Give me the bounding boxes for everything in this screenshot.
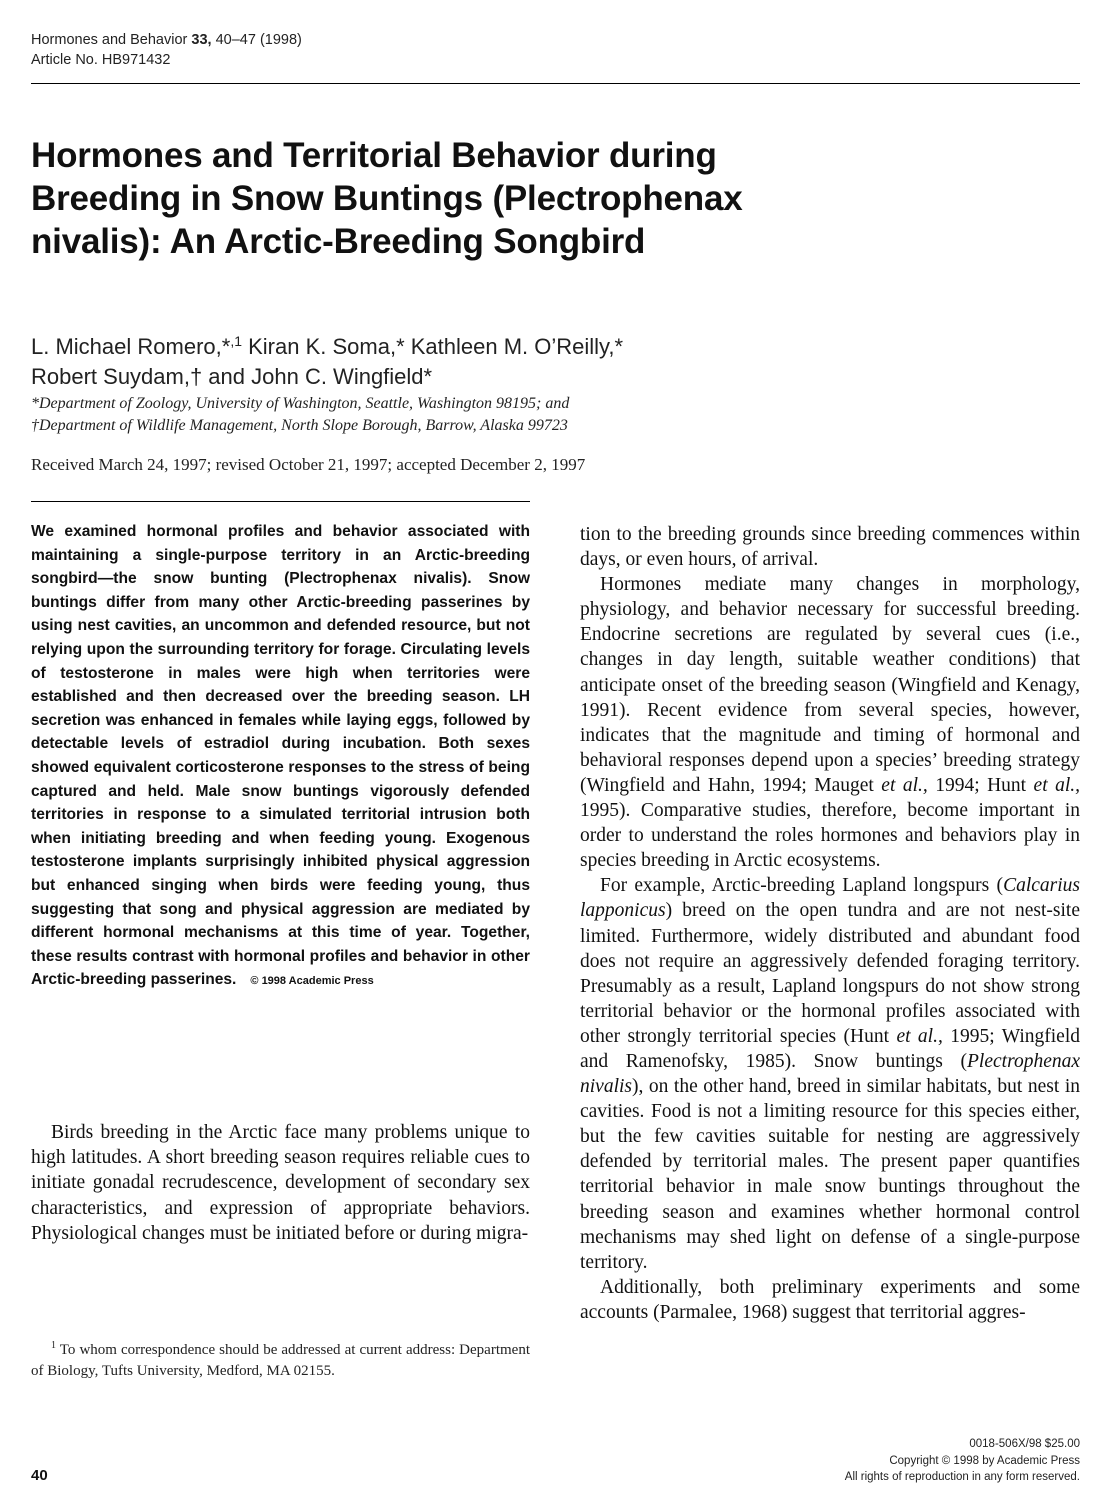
abstract-copyright: © 1998 Academic Press <box>250 975 374 988</box>
body-paragraph: Additionally, both preliminary experiments and some accounts (Parmalee, 1968) suggest that territorial aggres- <box>580 1276 1080 1323</box>
footer-rights: All rights of reproduction in any form reserved. <box>844 1471 1080 1483</box>
journal-citation: Hormones and Behavior 33, 40–47 (1998) <box>31 32 302 48</box>
abstract <box>31 520 530 994</box>
article-number: Article No. HB971432 <box>31 52 171 68</box>
affiliations <box>31 393 569 437</box>
abstract-text: We examined hormonal profiles and behavior associated with maintaining a single-purpose territory in an Arctic-breeding songbird—the snow bunting (Plectrophenax nivalis). Snow buntings differ from many other Arctic-breeding passerines by using nest cavities, an uncommon and defended resource, but not relying upon the surrounding territory for forage. Circulating levels of testosterone in males were high when territories were established and then decreased over the breeding season. LH secretion was enhanced in females while laying eggs, followed by detectable levels of estradiol during incubation. Both sexes showed equivalent corticosterone responses to the stress of being captured and held. Male snow buntings vigorously defended territories in response to a simulated territorial intrusion both when initiating breeding and when feeding young. Exogenous testosterone implants surprisingly inhibited physical aggression but enhanced singing when birds were feeding young, thus suggesting that song and physical aggression are mediated by different hormonal mechanisms at this time of year. Together, these results contrast with hormonal profiles and behavior in other Arctic-breeding passerines. <box>31 523 530 989</box>
article-title <box>31 134 851 263</box>
title-line: nivalis): An Arctic-Breeding Songbird <box>31 222 646 261</box>
title-line: Breeding in Snow Buntings (Plectrophenax <box>31 179 743 218</box>
footer-copyright: Copyright © 1998 by Academic Press <box>889 1454 1080 1467</box>
author-list <box>31 326 623 392</box>
author-line: Robert Suydam,† and John C. Wingfield* <box>31 364 433 389</box>
abstract-divider <box>31 501 530 502</box>
footnote <box>31 1336 530 1381</box>
received-dates: Received March 24, 1997; revised October 21, 1997; accepted December 2, 1997 <box>31 455 586 474</box>
page-number: 40 <box>31 1467 48 1484</box>
body-paragraph: tion to the breeding grounds since breeding commences within days, or even hours, of arrival. <box>580 524 1080 571</box>
body-paragraph: Hormones mediate many changes in morphology, physiology, and behavior necessary for successful breeding. Endocrine secretions are regulated by several cues (i.e., changes in day length, suitable weather conditions) that anticipate onset of the breeding season (Wingfield and Kenagy, 1991). Recent evidence from several species, however, indicates that the magnitude and timing of hormonal and behavioral responses depend upon a species’ breeding strategy (Wingfield and Hahn, 1994; Mauget et al., 1994; Hunt et al., 1995). Comparative studies, therefore, become important in order to understand the roles hormones and behaviors play in species breeding in Arctic ecosystems. <box>580 574 1080 872</box>
body-paragraph: For example, Arctic-breeding Lapland longspurs (Calcarius lapponicus) breed on the open tundra and are not nest-site limited. Furthermore, widely distributed and abundant food does not require an aggressively defended foraging territory. Presumably as a result, Lapland longspurs do not show strong territorial behavior or the hormonal profiles associated with other strongly territorial species (Hunt et al., 1995; Wingfield and Ramenofsky, 1985). Snow buntings (Plectrophenax nivalis), on the other hand, breed in similar habitats, but nest in cavities. Food is not a limiting resource for this species either, but the few cavities suitable for nesting are aggressively defended by territorial males. The present paper quantifies territorial behavior in male snow buntings throughout the breeding season and examines whether hormonal control mechanisms may shed light on defense of a single-purpose territory. <box>580 875 1081 1273</box>
journal-header <box>31 30 302 70</box>
author-line: L. Michael Romero,*$^{,1}$ Kiran K. Soma,* Kathleen M. O’Reilly,* <box>31 333 624 359</box>
footnote-text: To whom correspondence should be addressed at current address: Department of Biology, Tufts University, Medford, MA 02155. <box>31 1342 530 1379</box>
affiliation: *Department of Zoology, University of Washington, Seattle, Washington 98195; and <box>31 395 570 412</box>
affiliation: †Department of Wildlife Management, North Slope Borough, Barrow, Alaska 99723 <box>31 417 568 434</box>
right-column <box>580 522 1080 1325</box>
footnote-marker: 1 <box>51 1340 56 1351</box>
header-divider <box>31 83 1080 84</box>
issn-price: 0018-506X/98 $25.00 <box>969 1438 1080 1450</box>
intro-paragraph: Birds breeding in the Arctic face many problems unique to high latitudes. A short breeding season requires reliable cues to initiate gonadal recrudescence, development of secondary sex characteristics, and expression of appropriate behaviors. Physiological changes must be initiated before or during migra- <box>31 1122 530 1244</box>
title-line: Hormones and Territorial Behavior during <box>31 136 717 175</box>
publisher-footer <box>845 1436 1080 1486</box>
